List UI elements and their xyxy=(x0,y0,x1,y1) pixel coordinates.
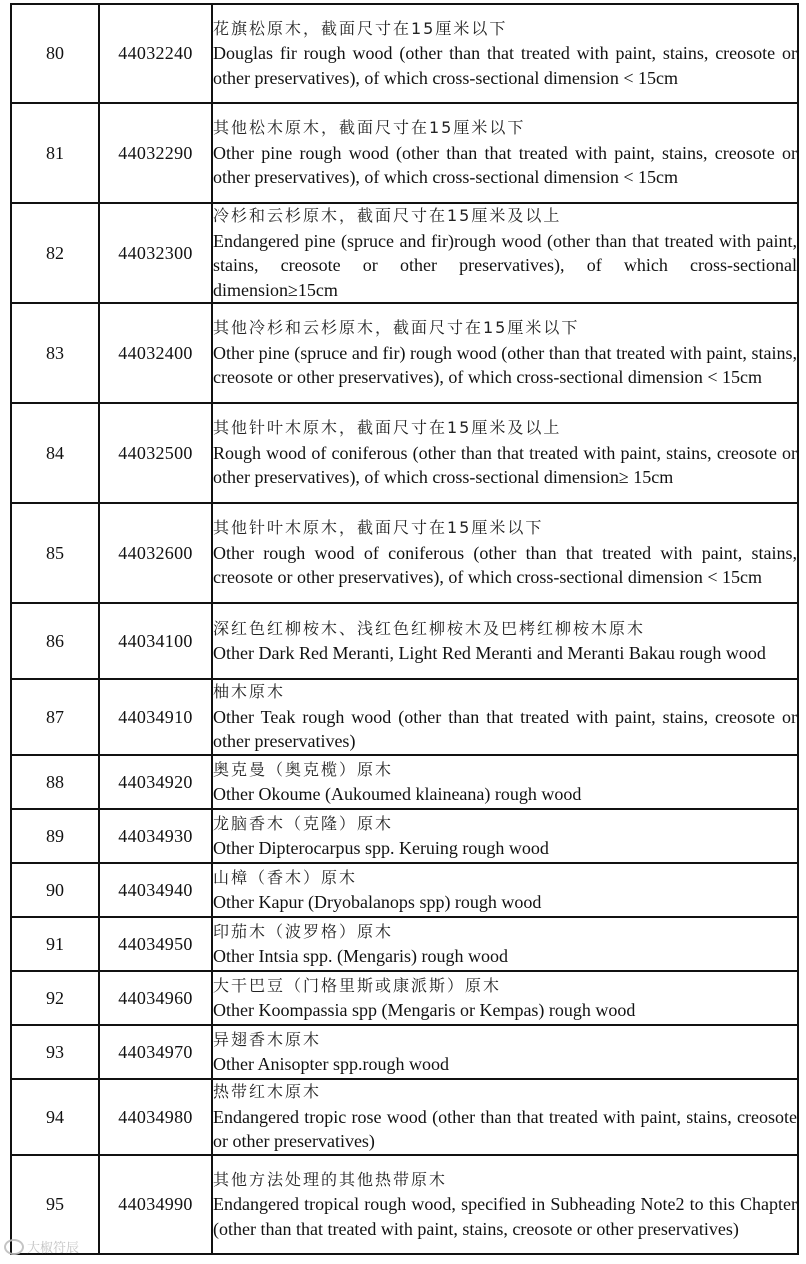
row-number: 87 xyxy=(11,679,99,755)
hs-code: 44034960 xyxy=(99,971,212,1025)
hs-code: 44034910 xyxy=(99,679,212,755)
description-cell xyxy=(212,679,798,755)
description-english: Other Anisopter spp.rough wood xyxy=(213,1054,449,1074)
description-cell xyxy=(212,103,798,203)
row-number: 92 xyxy=(11,971,99,1025)
description-chinese: 花旗松原木，截面尺寸在15厘米以下 xyxy=(213,18,508,38)
description-english: Other Teak rough wood (other than that treated with paint, stains, creosote or other preservatives) xyxy=(213,706,797,752)
description-chinese: 其他冷杉和云杉原木，截面尺寸在15厘米以下 xyxy=(213,318,580,338)
row-number: 91 xyxy=(11,917,99,971)
row-number: 89 xyxy=(11,809,99,863)
description-cell xyxy=(212,303,798,403)
hs-code: 44034990 xyxy=(99,1155,212,1254)
watermark xyxy=(4,1237,79,1256)
hs-code: 44032300 xyxy=(99,203,212,303)
hs-code: 44034950 xyxy=(99,917,212,971)
description-chinese: 深红色红柳桉木、浅红色红柳桉木及巴栲红柳桉木原木 xyxy=(213,618,646,638)
table-row xyxy=(11,103,798,203)
description-chinese: 奥克曼（奥克榄）原木 xyxy=(213,759,394,779)
table-row xyxy=(11,1025,798,1079)
row-number: 86 xyxy=(11,603,99,679)
description-cell xyxy=(212,863,798,917)
row-number: 84 xyxy=(11,403,99,503)
description-english: Other Koompassia spp (Mengaris or Kempas) rough wood xyxy=(213,1000,636,1020)
row-number: 93 xyxy=(11,1025,99,1079)
description-chinese: 异翅香木原木 xyxy=(213,1029,322,1049)
description-english: Other pine (spruce and fir) rough wood (other than that treated with paint, stains, creosote or other preservatives), of which cross-sectional dimension < 15cm xyxy=(213,342,797,388)
description-chinese: 其他针叶木原木，截面尺寸在15厘米以下 xyxy=(213,518,544,538)
description-cell xyxy=(212,1079,798,1155)
description-cell xyxy=(212,1025,798,1079)
hs-code: 44032400 xyxy=(99,303,212,403)
hs-code: 44034980 xyxy=(99,1079,212,1155)
row-number: 80 xyxy=(11,4,99,103)
description-chinese: 印茄木（波罗格）原木 xyxy=(213,921,394,941)
row-number: 83 xyxy=(11,303,99,403)
description-english: Other pine rough wood (other than that treated with paint, stains, creosote or other preservatives), of which cross-sectional dimension < 15cm xyxy=(213,142,797,188)
description-chinese: 其他针叶木原木，截面尺寸在15厘米及以上 xyxy=(213,418,562,438)
description-english: Other Dark Red Meranti, Light Red Meranti and Meranti Bakau rough wood xyxy=(213,643,766,663)
description-english: Other Dipterocarpus spp. Keruing rough wood xyxy=(213,838,549,858)
description-cell xyxy=(212,971,798,1025)
hs-code: 44034100 xyxy=(99,603,212,679)
hs-code: 44032600 xyxy=(99,503,212,603)
hs-code: 44034930 xyxy=(99,809,212,863)
table-row xyxy=(11,971,798,1025)
description-english: Douglas fir rough wood (other than that treated with paint, stains, creosote or other preservatives), of which cross-sectional dimension < 15cm xyxy=(213,43,797,88)
table-row xyxy=(11,1155,798,1254)
table-row xyxy=(11,1079,798,1155)
description-cell xyxy=(212,403,798,503)
description-english: Other rough wood of coniferous (other than that treated with paint, stains, creosote or other preservatives), of which cross-sectional dimension < 15cm xyxy=(213,542,797,588)
row-number: 85 xyxy=(11,503,99,603)
table-row xyxy=(11,917,798,971)
hs-code: 44032500 xyxy=(99,403,212,503)
description-chinese: 柚木原木 xyxy=(213,682,286,702)
description-chinese: 冷杉和云杉原木，截面尺寸在15厘米及以上 xyxy=(213,206,562,225)
table-row xyxy=(11,4,798,103)
table-row xyxy=(11,203,798,303)
description-chinese: 热带红木原木 xyxy=(213,1082,322,1102)
table-row xyxy=(11,603,798,679)
description-cell xyxy=(212,603,798,679)
description-chinese: 其他方法处理的其他热带原木 xyxy=(213,1169,448,1189)
watermark-text: 大椒符辰 xyxy=(27,1241,80,1256)
table-row xyxy=(11,809,798,863)
table-row xyxy=(11,303,798,403)
description-english: Endangered tropic rose wood (other than that treated with paint, stains, creosote or other preservatives) xyxy=(213,1106,797,1152)
description-english: Rough wood of coniferous (other than that treated with paint, stains, creosote or other preservatives), of which cross-sectional dimension≥ 15cm xyxy=(213,442,797,488)
hs-code: 44034970 xyxy=(99,1025,212,1079)
description-chinese: 龙脑香木（克隆）原木 xyxy=(213,813,394,833)
description-english: Endangered tropical rough wood, specified in Subheading Note2 to this Chapter (other than that treated with paint, stains, creosote or other preservatives) xyxy=(213,1194,797,1239)
row-number: 81 xyxy=(11,103,99,203)
description-english: Other Okoume (Aukoumed klaineana) rough wood xyxy=(213,784,582,804)
description-english: Other Kapur (Dryobalanops spp) rough wood xyxy=(213,892,542,912)
table-row xyxy=(11,679,798,755)
watermark-logo-icon xyxy=(4,1239,24,1255)
description-cell xyxy=(212,755,798,809)
description-chinese: 大干巴豆（门格里斯或康派斯）原木 xyxy=(213,975,502,995)
row-number: 90 xyxy=(11,863,99,917)
description-english: Endangered pine (spruce and fir)rough wood (other than that treated with paint, stains, creosote or other preservatives), of which cross-sectional dimension≥15cm xyxy=(213,230,797,300)
hs-code: 44032290 xyxy=(99,103,212,203)
table-row xyxy=(11,503,798,603)
description-cell xyxy=(212,1155,798,1254)
row-number: 88 xyxy=(11,755,99,809)
row-number: 95 xyxy=(11,1155,99,1254)
hs-code: 44032240 xyxy=(99,4,212,103)
description-cell xyxy=(212,503,798,603)
table-row xyxy=(11,755,798,809)
description-cell xyxy=(212,809,798,863)
hs-code: 44034940 xyxy=(99,863,212,917)
row-number: 94 xyxy=(11,1079,99,1155)
table-row xyxy=(11,403,798,503)
description-cell xyxy=(212,4,798,103)
description-cell xyxy=(212,203,798,303)
description-chinese: 山樟（香木）原木 xyxy=(213,867,358,887)
description-cell xyxy=(212,917,798,971)
table-row xyxy=(11,863,798,917)
tariff-table xyxy=(10,3,799,1255)
hs-code: 44034920 xyxy=(99,755,212,809)
description-english: Other Intsia spp. (Mengaris) rough wood xyxy=(213,946,508,966)
row-number: 82 xyxy=(11,203,99,303)
description-chinese: 其他松木原木，截面尺寸在15厘米以下 xyxy=(213,118,526,138)
